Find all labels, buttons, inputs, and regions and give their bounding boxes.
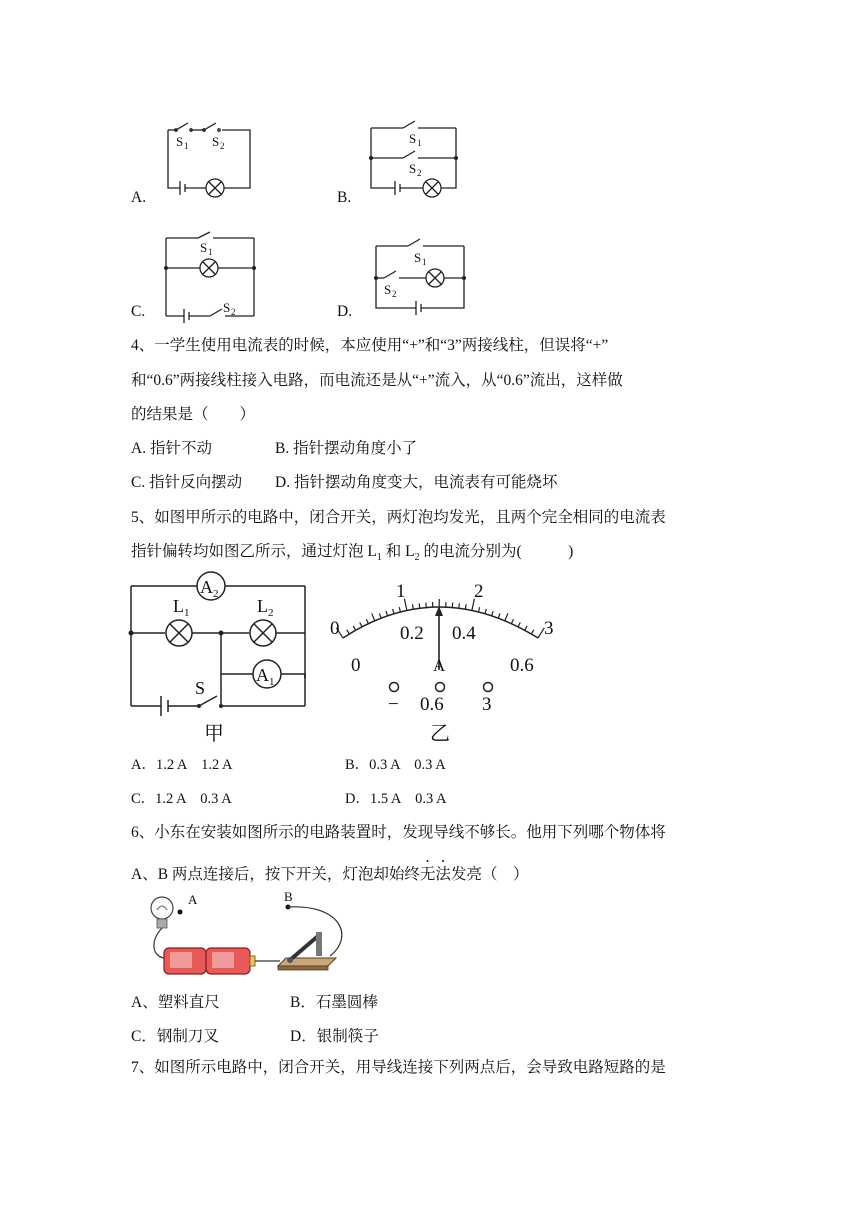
unit-label: A [433, 656, 446, 675]
upper-tick-3: 3 [544, 618, 554, 639]
label-s2-sub: 2 [417, 168, 422, 178]
q3-option-d-letter: D. [337, 303, 353, 320]
q6-option-a[interactable]: A、塑料直尺 [131, 994, 220, 1011]
q5-option-a[interactable]: A．1.2 A 1.2 A [131, 757, 233, 773]
battery-bulb-switch-figure [140, 886, 360, 986]
dial-tick [399, 607, 400, 612]
q5-stem-line-2: 指针偏转均如图乙所示，通过灯泡 $L_1$ 和 $L_2$ 的电流分别为( ) [131, 543, 574, 564]
dial-tick [386, 611, 388, 616]
q6-option-c[interactable]: C．钢制刀叉 [131, 1028, 219, 1045]
dial-tick [353, 626, 355, 630]
q3-option-a-letter: A. [131, 189, 147, 206]
q3-option-b-letter: B. [337, 189, 352, 206]
lamp-l2-label: L [257, 596, 268, 616]
q3-option-c-letter: C. [131, 303, 146, 320]
circuit-diagram-a [160, 118, 260, 198]
q4-stem-line-1: 4、一学生使用电流表的时候，本应使用“+”和“3”两接线柱，但误将“+” [131, 337, 609, 354]
circuit-diagram-c [160, 232, 260, 322]
dial-tick [372, 613, 375, 620]
lamp-l1-sub: 1 [184, 607, 190, 619]
label-s1-sub: 1 [208, 247, 213, 257]
dial-tick [360, 622, 362, 626]
label-s2-sub: 2 [231, 307, 236, 317]
label-s1-sub: 1 [417, 138, 422, 148]
label-s1: S [414, 250, 422, 265]
label-s2-sub: 2 [392, 289, 397, 299]
q5-stem-line-1: 5、如图甲所示的电路中，闭合开关，两灯泡均发光，且两个完全相同的电流表 [131, 509, 666, 526]
dial-tick [379, 613, 381, 618]
label-s1: S [409, 131, 417, 146]
label-s2: S [384, 282, 392, 297]
terminal-0-6: 0.6 [420, 694, 444, 715]
label-s1: S [176, 134, 184, 149]
dial-tick [459, 603, 460, 608]
l2-subscript: 2 [414, 552, 420, 564]
label-s2: S [223, 300, 231, 315]
dial-tick [531, 630, 534, 634]
figure-yi-caption: 乙 [430, 723, 450, 745]
dial-tick [419, 603, 420, 608]
q4-option-b[interactable]: B. 指针摆动角度小了 [275, 440, 418, 457]
ammeter-a1-label: A [256, 665, 269, 685]
dial-tick [492, 611, 494, 616]
q5-option-d[interactable]: D．1.5 A 0.3 A [345, 791, 447, 807]
lamp-l2-sub: 2 [268, 607, 274, 619]
q4-option-a[interactable]: A. 指针不动 [131, 440, 212, 457]
label-s1-sub: 1 [184, 141, 189, 151]
q5-option-c[interactable]: C．1.2 A 0.3 A [131, 791, 232, 807]
q4-option-d[interactable]: D. 指针摆动角度变大，电流表有可能烧坏 [275, 474, 558, 491]
upper-tick-2: 2 [474, 581, 484, 602]
dial-tick [393, 609, 394, 614]
label-s2-sub: 2 [220, 141, 225, 151]
dial-tick [518, 622, 520, 626]
lamp-l1-label: L [173, 596, 184, 616]
q6-option-b[interactable]: B．石墨圆棒 [290, 994, 378, 1011]
q5-option-b[interactable]: B．0.3 A 0.3 A [345, 757, 446, 773]
emphasized-wufa: 无法 [419, 866, 451, 883]
q4-stem-line-3: 的结果是（ ） [131, 406, 256, 423]
lower-tick-0-4: 0.4 [452, 623, 476, 644]
upper-tick-1: 1 [396, 581, 406, 602]
q6-stem-line-2: A、B 两点连接后，按下开关，灯泡却始终无法发亮（ ） [131, 866, 529, 883]
dial-tick [505, 613, 508, 620]
dial-tick [498, 613, 500, 618]
lower-tick-0-2: 0.2 [400, 623, 424, 644]
l1-subscript: 1 [376, 552, 382, 564]
dial-tick [478, 607, 479, 612]
dial-tick [465, 604, 466, 609]
circuit-diagram-d [370, 232, 470, 322]
ammeter-dial-yi [320, 572, 560, 747]
figure-jia-caption: 甲 [204, 723, 224, 745]
ammeter-a1-sub: 1 [269, 676, 275, 688]
ammeter-a2-label: A [200, 577, 213, 597]
label-s1: S [200, 240, 208, 255]
circuit-diagram-b [365, 118, 465, 198]
lower-tick-0-6: 0.6 [510, 655, 534, 676]
label-s2: S [212, 134, 220, 149]
dial-tick [511, 619, 513, 624]
label-s2: S [409, 161, 417, 176]
label-s1-sub: 1 [422, 257, 427, 267]
q4-option-c[interactable]: C. 指针反向摆动 [131, 474, 243, 491]
q4-stem-line-2: 和“0.6”两接线柱接入电路，而电流还是从“+”流入，从“0.6”流出，这样做 [131, 372, 623, 389]
dial-tick [525, 626, 527, 630]
dial-tick [347, 630, 350, 634]
point-b-label: B [284, 889, 293, 904]
circuit-diagram-jia [125, 568, 315, 748]
dial-tick [485, 609, 486, 614]
dial-tick [412, 604, 413, 609]
q6-stem-line-1: 6、小东在安装如图所示的电路装置时，发现导线不够长。他用下列哪个物体将 [131, 824, 666, 841]
upper-tick-0: 0 [330, 618, 340, 639]
terminal-minus: − [388, 694, 399, 715]
lower-tick-0: 0 [351, 655, 361, 676]
q7-stem-line-1: 7、如图所示电路中，闭合开关，用导线连接下列两点后，会导致电路短路的是 [131, 1059, 666, 1076]
terminal-3: 3 [482, 694, 492, 715]
ammeter-a2-sub: 2 [213, 588, 219, 600]
q6-option-d[interactable]: D．银制筷子 [290, 1028, 379, 1045]
dial-tick [366, 619, 368, 624]
switch-s-label: S [195, 678, 206, 698]
point-a-label: A [188, 892, 198, 907]
